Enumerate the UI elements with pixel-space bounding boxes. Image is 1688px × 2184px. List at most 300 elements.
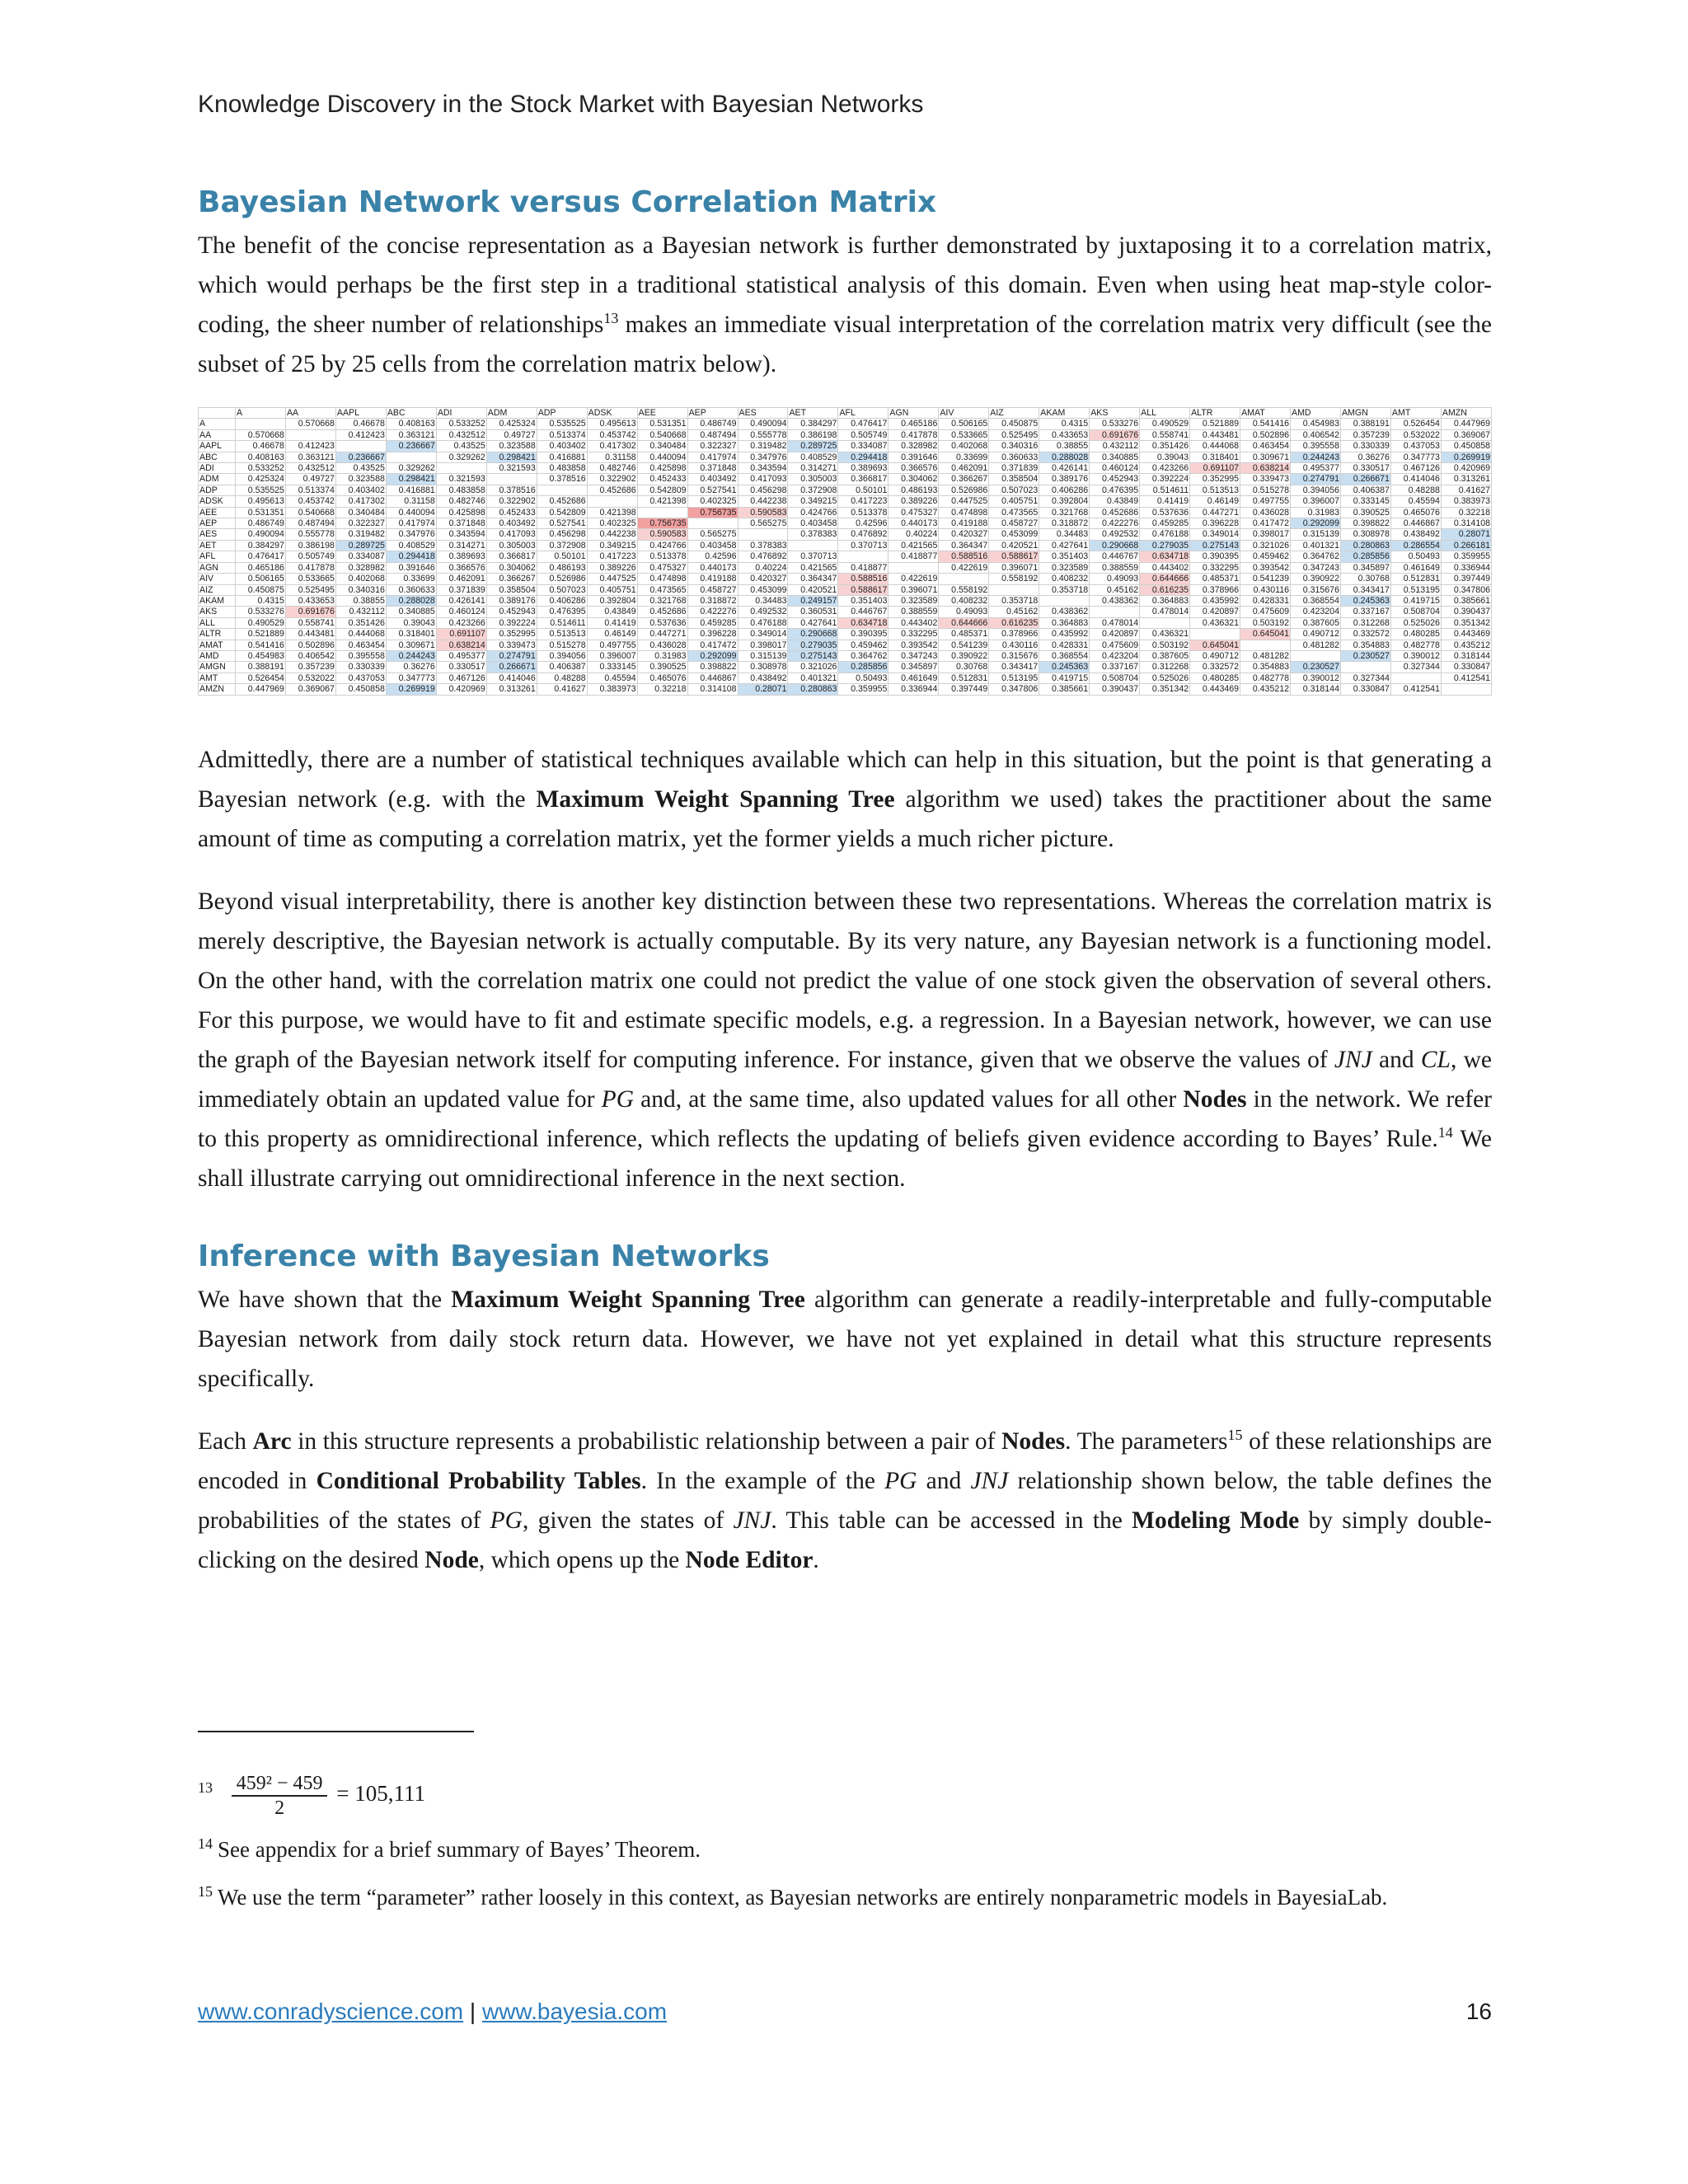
- matrix-cell: 0.50101: [838, 485, 889, 495]
- matrix-cell: 0.366576: [889, 463, 939, 474]
- matrix-cell: 0.412541: [1441, 673, 1491, 683]
- matrix-cell: 0.495377: [436, 650, 486, 661]
- matrix-row-header: ADSK: [199, 496, 236, 507]
- matrix-cell: [1291, 650, 1341, 661]
- matrix-cell: 0.414046: [1390, 474, 1441, 485]
- matrix-cell: 0.385661: [1441, 595, 1491, 606]
- matrix-cell: 0.378516: [486, 485, 537, 495]
- matrix-cell: 0.387605: [1140, 650, 1190, 661]
- matrix-cell: [989, 584, 1039, 595]
- matrix-cell: 0.513513: [1190, 485, 1240, 495]
- matrix-cell: 0.330847: [1441, 662, 1491, 673]
- matrix-cell: 0.347773: [386, 673, 436, 683]
- matrix-cell: 0.482778: [1390, 640, 1441, 650]
- matrix-cell: 0.370713: [838, 540, 889, 551]
- matrix-cell: 0.391646: [889, 452, 939, 462]
- matrix-cell: 0.351403: [1039, 551, 1090, 562]
- matrix-cell: 0.358504: [989, 474, 1039, 485]
- matrix-cell: 0.266671: [486, 662, 537, 673]
- matrix-row-header: AIV: [199, 574, 236, 584]
- matrix-cell: 0.50101: [537, 551, 587, 562]
- matrix-cell: 0.558192: [989, 574, 1039, 584]
- matrix-cell: 0.487494: [285, 518, 335, 529]
- matrix-cell: 0.558192: [939, 584, 989, 595]
- matrix-cell: 0.447271: [637, 629, 687, 640]
- matrix-cell: 0.353718: [1039, 584, 1090, 595]
- matrix-cell: 0.396228: [687, 629, 738, 640]
- matrix-cell: 0.486749: [236, 518, 286, 529]
- matrix-cell: 0.334087: [838, 441, 889, 452]
- matrix-cell: 0.421565: [788, 562, 838, 573]
- matrix-cell: 0.36276: [1340, 452, 1390, 462]
- matrix-cell: 0.327344: [1340, 673, 1390, 683]
- matrix-cell: 0.408232: [1039, 574, 1090, 584]
- matrix-cell: 0.526986: [537, 574, 587, 584]
- matrix-cell: 0.314271: [436, 540, 486, 551]
- matrix-cell: 0.447969: [236, 684, 286, 695]
- matrix-cell: 0.634718: [838, 617, 889, 628]
- matrix-cell: 0.419188: [939, 518, 989, 529]
- matrix-cell: 0.343594: [436, 529, 486, 540]
- matrix-cell: [1090, 607, 1140, 617]
- matrix-column-header: ALTR: [1190, 408, 1240, 419]
- matrix-cell: 0.476188: [1140, 529, 1190, 540]
- matrix-cell: 0.332572: [1190, 662, 1240, 673]
- matrix-row-header: AA: [199, 429, 236, 440]
- matrix-cell: 0.513195: [1390, 584, 1441, 595]
- matrix-cell: 0.396071: [889, 584, 939, 595]
- matrix-cell: 0.446867: [1390, 518, 1441, 529]
- matrix-cell: 0.244243: [386, 650, 436, 661]
- matrix-cell: 0.345897: [1340, 562, 1390, 573]
- matrix-cell: 0.691676: [285, 607, 335, 617]
- matrix-cell: 0.357239: [1340, 429, 1390, 440]
- matrix-row: [199, 463, 1492, 474]
- matrix-cell: 0.269919: [386, 684, 436, 695]
- matrix-cell: 0.313261: [486, 684, 537, 695]
- matrix-cell: 0.590583: [637, 529, 687, 540]
- matrix-cell: 0.490529: [236, 617, 286, 628]
- matrix-cell: 0.417302: [587, 441, 637, 452]
- matrix-cell: 0.406286: [537, 595, 587, 606]
- matrix-cell: 0.412541: [1390, 684, 1441, 695]
- matrix-cell: 0.388559: [889, 607, 939, 617]
- matrix-cell: 0.390437: [1090, 684, 1140, 695]
- matrix-cell: 0.315139: [1291, 529, 1341, 540]
- matrix-cell: 0.421398: [587, 507, 637, 518]
- matrix-cell: 0.330339: [1340, 441, 1390, 452]
- matrix-cell: 0.432112: [335, 607, 386, 617]
- matrix-cell: 0.507023: [537, 584, 587, 595]
- matrix-cell: 0.364883: [1140, 595, 1190, 606]
- matrix-cell: 0.370713: [788, 551, 838, 562]
- matrix-cell: 0.347806: [1441, 584, 1491, 595]
- matrix-cell: [889, 562, 939, 573]
- matrix-cell: 0.420969: [1441, 463, 1491, 474]
- paragraph: The benefit of the concise representation as a Bayesian network is further demonstrated by juxtaposing it to a correlation matrix, which would perhaps be the first step in a traditional statistical analysis of this domain. Even when using heat map-style color-coding, the sheer number of relationships$^{13}$ makes an immediate visual interpretation of the correlation matrix very difficult (see the subset of 25 by 25 cells from the correlation matrix below).: [198, 232, 1493, 377]
- matrix-cell: 0.266181: [1441, 540, 1491, 551]
- matrix-row-header: AMZN: [199, 684, 236, 695]
- matrix-cell: 0.487494: [687, 429, 738, 440]
- matrix-cell: 0.452686: [537, 496, 587, 507]
- matrix-cell: [537, 485, 587, 495]
- matrix-cell: 0.505749: [838, 429, 889, 440]
- matrix-cell: 0.383973: [1441, 496, 1491, 507]
- matrix-cell: 0.475609: [1090, 640, 1140, 650]
- matrix-cell: 0.485371: [939, 629, 989, 640]
- matrix-cell: 0.452686: [1090, 507, 1140, 518]
- matrix-cell: 0.482746: [436, 496, 486, 507]
- matrix-cell: 0.537636: [1140, 507, 1190, 518]
- matrix-cell: 0.328982: [889, 441, 939, 452]
- matrix-cell: 0.425324: [236, 474, 286, 485]
- matrix-cell: 0.533665: [939, 429, 989, 440]
- matrix-cell: 0.440094: [637, 452, 687, 462]
- matrix-cell: 0.537636: [637, 617, 687, 628]
- matrix-cell: 0.513195: [989, 673, 1039, 683]
- matrix-cell: 0.417472: [687, 640, 738, 650]
- matrix-cell: 0.336944: [1441, 562, 1491, 573]
- matrix-cell: 0.425898: [436, 507, 486, 518]
- matrix-cell: 0.368554: [1291, 595, 1341, 606]
- matrix-cell: 0.405751: [587, 584, 637, 595]
- matrix-cell: 0.691107: [1190, 463, 1240, 474]
- matrix-cell: 0.50493: [1390, 551, 1441, 562]
- matrix-cell: 0.422619: [939, 562, 989, 573]
- matrix-cell: 0.420327: [939, 529, 989, 540]
- matrix-column-header: ADI: [436, 408, 486, 419]
- matrix-cell: [386, 452, 436, 462]
- matrix-cell: 0.339473: [1240, 474, 1291, 485]
- matrix-cell: 0.408529: [788, 452, 838, 462]
- matrix-cell: 0.417223: [838, 496, 889, 507]
- matrix-cell: 0.459285: [687, 617, 738, 628]
- matrix-cell: 0.323589: [1039, 562, 1090, 573]
- matrix-cell: 0.438362: [1039, 607, 1090, 617]
- matrix-cell: 0.386198: [285, 540, 335, 551]
- matrix-cell: 0.318144: [1441, 650, 1491, 661]
- matrix-cell: 0.521889: [236, 629, 286, 640]
- matrix-cell: 0.644666: [939, 617, 989, 628]
- matrix-cell: 0.372908: [537, 540, 587, 551]
- matrix-cell: 0.513378: [838, 507, 889, 518]
- matrix-cell: 0.444068: [335, 629, 386, 640]
- matrix-cell: 0.541239: [939, 640, 989, 650]
- matrix-cell: 0.438492: [1390, 529, 1441, 540]
- matrix-cell: 0.332295: [1190, 562, 1240, 573]
- matrix-cell: 0.41627: [537, 684, 587, 695]
- matrix-cell: 0.46678: [236, 441, 286, 452]
- matrix-cell: 0.644666: [1140, 574, 1190, 584]
- matrix-row-header: AES: [199, 529, 236, 540]
- matrix-cell: 0.403402: [335, 485, 386, 495]
- matrix-cell: 0.230527: [1291, 662, 1341, 673]
- matrix-cell: 0.347243: [1291, 562, 1341, 573]
- matrix-cell: 0.42596: [687, 551, 738, 562]
- matrix-cell: 0.319482: [738, 441, 788, 452]
- matrix-cell: 0.442238: [738, 496, 788, 507]
- matrix-row-header: AKAM: [199, 595, 236, 606]
- matrix-row: [199, 452, 1492, 462]
- matrix-cell: 0.497755: [1240, 496, 1291, 507]
- matrix-cell: 0.43849: [587, 607, 637, 617]
- matrix-cell: 0.447525: [939, 496, 989, 507]
- matrix-cell: 0.363121: [285, 452, 335, 462]
- matrix-cell: 0.371839: [989, 463, 1039, 474]
- matrix-cell: 0.329262: [436, 452, 486, 462]
- link-bayesia[interactable]: www.bayesia.com: [481, 1999, 668, 2024]
- matrix-row-header: AAPL: [199, 441, 236, 452]
- matrix-cell: 0.347773: [1390, 452, 1441, 462]
- matrix-cell: 0.32218: [1441, 507, 1491, 518]
- matrix-cell: 0.527541: [537, 518, 587, 529]
- matrix-cell: 0.465076: [637, 673, 687, 683]
- matrix-column-header: A: [236, 408, 286, 419]
- matrix-cell: 0.330517: [1340, 463, 1390, 474]
- matrix-cell: 0.40224: [889, 529, 939, 540]
- matrix-cell: 0.476417: [838, 419, 889, 429]
- matrix-cell: 0.446867: [687, 673, 738, 683]
- matrix-cell: 0.321593: [436, 474, 486, 485]
- matrix-column-header: AET: [788, 408, 838, 419]
- matrix-cell: 0.390525: [637, 662, 687, 673]
- matrix-cell: 0.462091: [436, 574, 486, 584]
- matrix-cell: 0.42596: [838, 518, 889, 529]
- matrix-cell: 0.332295: [889, 629, 939, 640]
- matrix-cell: 0.421398: [637, 496, 687, 507]
- matrix-cell: 0.315676: [1291, 584, 1341, 595]
- matrix-cell: [1340, 662, 1390, 673]
- matrix-cell: 0.4315: [236, 595, 286, 606]
- matrix-cell: 0.533276: [1090, 419, 1140, 429]
- matrix-row: [199, 607, 1492, 617]
- matrix-cell: 0.535525: [236, 485, 286, 495]
- matrix-cell: 0.473565: [989, 507, 1039, 518]
- matrix-cell: 0.521889: [1190, 419, 1240, 429]
- matrix-cell: 0.321593: [486, 463, 537, 474]
- matrix-cell: 0.30768: [1340, 574, 1390, 584]
- matrix-cell: 0.412423: [285, 441, 335, 452]
- matrix-cell: 0.465186: [236, 562, 286, 573]
- link-conradyscience[interactable]: www.conradyscience.com: [198, 1999, 464, 2024]
- matrix-cell: 0.308978: [1340, 529, 1390, 540]
- matrix-cell: 0.515278: [537, 640, 587, 650]
- matrix-row: [199, 474, 1492, 485]
- matrix-cell: 0.334087: [335, 551, 386, 562]
- matrix-cell: 0.280863: [1340, 540, 1390, 551]
- matrix-cell: 0.453099: [989, 529, 1039, 540]
- matrix-cell: 0.383973: [587, 684, 637, 695]
- matrix-cell: 0.465076: [1390, 507, 1441, 518]
- matrix-cell: 0.506165: [939, 419, 989, 429]
- matrix-cell: 0.456298: [738, 485, 788, 495]
- matrix-row-header: A: [199, 419, 236, 429]
- matrix-cell: 0.541416: [236, 640, 286, 650]
- matrix-cell: 0.442238: [587, 529, 637, 540]
- matrix-cell: 0.558741: [1140, 429, 1190, 440]
- matrix-cell: 0.391646: [386, 562, 436, 573]
- matrix-cell: 0.435212: [1240, 684, 1291, 695]
- matrix-column-header: AFL: [838, 408, 889, 419]
- matrix-cell: 0.416881: [386, 485, 436, 495]
- matrix-column-header: AKS: [1090, 408, 1140, 419]
- matrix-cell: 0.318144: [1291, 684, 1341, 695]
- matrix-cell: 0.495613: [236, 496, 286, 507]
- matrix-cell: 0.398017: [1240, 529, 1291, 540]
- matrix-cell: 0.354883: [1240, 662, 1291, 673]
- matrix-cell: 0.245363: [1340, 595, 1390, 606]
- matrix-cell: [1240, 640, 1291, 650]
- matrix-cell: 0.533252: [436, 419, 486, 429]
- matrix-cell: 0.408529: [386, 540, 436, 551]
- matrix-cell: 0.390922: [1291, 574, 1341, 584]
- matrix-cell: 0.340316: [989, 441, 1039, 452]
- matrix-cell: 0.525495: [989, 429, 1039, 440]
- matrix-cell: 0.616235: [1140, 584, 1190, 595]
- matrix-cell: [788, 540, 838, 551]
- page-footer: www.conradyscience.com | www.bayesia.com 16: [198, 1999, 1492, 2024]
- matrix-row: [199, 496, 1492, 507]
- matrix-cell: 0.386198: [788, 429, 838, 440]
- matrix-cell: 0.526454: [1390, 419, 1441, 429]
- matrix-cell: 0.314108: [1441, 518, 1491, 529]
- matrix-cell: 0.408232: [939, 595, 989, 606]
- matrix-cell: 0.503192: [1140, 640, 1190, 650]
- matrix-cell: 0.514611: [1140, 485, 1190, 495]
- matrix-cell: 0.314271: [788, 463, 838, 474]
- matrix-cell: 0.481282: [1240, 650, 1291, 661]
- matrix-cell: 0.292099: [687, 650, 738, 661]
- matrix-cell: 0.423204: [1291, 607, 1341, 617]
- matrix-cell: 0.49727: [486, 429, 537, 440]
- matrix-cell: 0.389176: [486, 595, 537, 606]
- matrix-cell: 0.444068: [1190, 441, 1240, 452]
- matrix-cell: 0.363121: [386, 429, 436, 440]
- matrix-cell: 0.437053: [335, 673, 386, 683]
- matrix-cell: 0.463454: [335, 640, 386, 650]
- matrix-cell: 0.389226: [587, 562, 637, 573]
- footnote-ref[interactable]: 14: [1437, 1124, 1453, 1141]
- matrix-cell: 0.323588: [335, 474, 386, 485]
- matrix-cell: 0.419188: [687, 574, 738, 584]
- matrix-cell: 0.366817: [838, 474, 889, 485]
- matrix-column-header: ALL: [1140, 408, 1190, 419]
- matrix-cell: 0.368554: [1039, 650, 1090, 661]
- matrix-cell: 0.371848: [436, 518, 486, 529]
- matrix-row: [199, 507, 1492, 518]
- matrix-cell: 0.420897: [1090, 629, 1140, 640]
- matrix-cell: 0.424766: [788, 507, 838, 518]
- matrix-cell: 0.290668: [788, 629, 838, 640]
- matrix-cell: 0.508704: [1390, 607, 1441, 617]
- matrix-cell: 0.463454: [1240, 441, 1291, 452]
- matrix-cell: 0.397449: [1441, 574, 1491, 584]
- matrix-cell: 0.41627: [1441, 485, 1491, 495]
- matrix-column-header: AMGN: [1340, 408, 1390, 419]
- matrix-cell: 0.292099: [1291, 518, 1341, 529]
- matrix-cell: 0.343417: [989, 662, 1039, 673]
- matrix-cell: 0.36276: [386, 662, 436, 673]
- matrix-cell: 0.49093: [1090, 574, 1140, 584]
- matrix-cell: 0.298421: [386, 474, 436, 485]
- matrix-cell: 0.436321: [1190, 617, 1240, 628]
- matrix-cell: 0.345897: [889, 662, 939, 673]
- footnote-ref[interactable]: 15: [1227, 1427, 1243, 1444]
- matrix-cell: 0.433653: [285, 595, 335, 606]
- main-content: [198, 185, 1492, 1603]
- matrix-cell: 0.450858: [1441, 441, 1491, 452]
- matrix-cell: 0.327344: [1390, 662, 1441, 673]
- matrix-cell: 0.525026: [1140, 673, 1190, 683]
- matrix-cell: 0.286554: [1390, 540, 1441, 551]
- matrix-cell: 0.392804: [587, 595, 637, 606]
- matrix-cell: 0.446767: [838, 607, 889, 617]
- matrix-row: [199, 529, 1492, 540]
- matrix-cell: 0.390922: [939, 650, 989, 661]
- matrix-cell: 0.48288: [1390, 485, 1441, 495]
- matrix-cell: 0.398017: [738, 640, 788, 650]
- matrix-cell: 0.351403: [838, 595, 889, 606]
- matrix-cell: [738, 529, 788, 540]
- matrix-cell: 0.616235: [989, 617, 1039, 628]
- matrix-row-header: AMD: [199, 650, 236, 661]
- matrix-cell: 0.349014: [738, 629, 788, 640]
- matrix-cell: 0.403402: [537, 441, 587, 452]
- matrix-cell: 0.31158: [587, 452, 637, 462]
- matrix-cell: 0.378383: [738, 540, 788, 551]
- matrix-cell: 0.285856: [1340, 551, 1390, 562]
- matrix-cell: 0.417878: [285, 562, 335, 573]
- matrix-cell: 0.353718: [989, 595, 1039, 606]
- matrix-row: [199, 551, 1492, 562]
- matrix-cell: 0.417093: [486, 529, 537, 540]
- matrix-cell: 0.43849: [1090, 496, 1140, 507]
- matrix-cell: 0.378516: [537, 474, 587, 485]
- matrix-row-header: ADP: [199, 485, 236, 495]
- matrix-cell: 0.290668: [1090, 540, 1140, 551]
- matrix-cell: 0.417223: [587, 551, 637, 562]
- matrix-cell: 0.349014: [1190, 529, 1240, 540]
- matrix-cell: 0.364347: [788, 574, 838, 584]
- matrix-cell: 0.309671: [386, 640, 436, 650]
- matrix-cell: 0.340484: [335, 507, 386, 518]
- matrix-row: [199, 540, 1492, 551]
- footnote-ref[interactable]: 13: [603, 310, 619, 327]
- matrix-cell: 0.406286: [1039, 485, 1090, 495]
- matrix-row-header: AIZ: [199, 584, 236, 595]
- matrix-column-header: AIZ: [989, 408, 1039, 419]
- matrix-cell: 0.430116: [989, 640, 1039, 650]
- matrix-cell: 0.329262: [386, 463, 436, 474]
- matrix-cell: 0.512831: [1390, 574, 1441, 584]
- matrix-cell: 0.422276: [687, 607, 738, 617]
- matrix-cell: 0.634718: [1140, 551, 1190, 562]
- matrix-cell: 0.533276: [236, 607, 286, 617]
- matrix-cell: [1039, 595, 1090, 606]
- matrix-cell: 0.31983: [637, 650, 687, 661]
- matrix-row: [199, 518, 1492, 529]
- matrix-cell: 0.366267: [939, 474, 989, 485]
- footnote-rule: [198, 1731, 474, 1732]
- matrix-cell: 0.371848: [687, 463, 738, 474]
- matrix-cell: 0.406542: [1291, 429, 1341, 440]
- matrix-column-header: AES: [738, 408, 788, 419]
- matrix-cell: 0.275143: [1190, 540, 1240, 551]
- matrix-column-header: ADSK: [587, 408, 637, 419]
- matrix-cell: 0.526454: [236, 673, 286, 683]
- matrix-row: [199, 629, 1492, 640]
- matrix-row-header: AEE: [199, 507, 236, 518]
